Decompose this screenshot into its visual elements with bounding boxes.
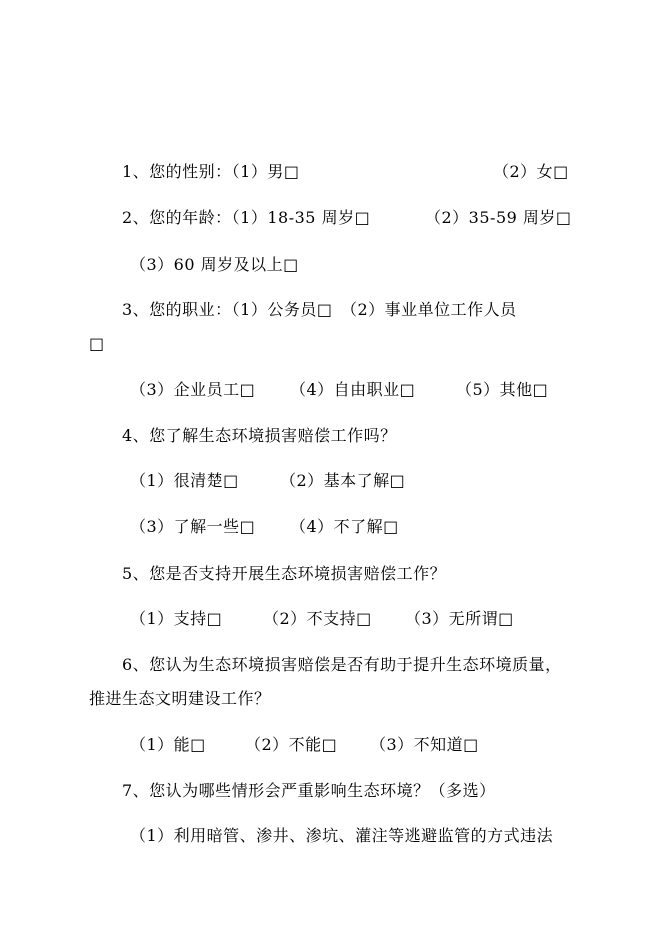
- question-3-option-other: （5）其他□: [456, 380, 549, 399]
- question-3-occupation: 3、您的职业：（1）公务员□ （2）事业单位工作人员: [122, 300, 517, 319]
- question-6-option-no: （2）不能□: [245, 735, 338, 754]
- question-7-situations: 7、您认为哪些情形会严重影响生态环境？（多选）: [122, 781, 496, 800]
- question-3-checkbox-wrap: □: [89, 334, 105, 353]
- question-3-option-enterprise: （3）企业员工□: [130, 380, 256, 399]
- question-4-option-very-clear: （1）很清楚□: [130, 471, 239, 490]
- question-3-option-freelance: （4）自由职业□: [290, 380, 416, 399]
- question-4-option-basic: （2）基本了解□: [280, 471, 406, 490]
- question-4-option-none: （4）不了解□: [290, 517, 399, 536]
- question-2-option-60-plus: （3）60 周岁及以上□: [130, 255, 299, 274]
- question-5-support: 5、您是否支持开展生态环境损害赔偿工作？: [122, 564, 447, 583]
- question-6-helpful: 6、您认为生态环境损害赔偿是否有助于提升生态环境质量，: [122, 655, 562, 674]
- question-1-gender: 1、您的性别：（1）男□: [122, 162, 300, 181]
- question-4-option-some: （3）了解一些□: [130, 517, 256, 536]
- question-1-option-female: （2）女□: [493, 162, 569, 181]
- question-7-option-1: （1）利用暗管、渗井、渗坑、灌注等逃避监管的方式违法: [130, 826, 554, 845]
- question-4-understanding: 4、您了解生态环境损害赔偿工作吗？: [122, 426, 397, 445]
- question-2-age: 2、您的年龄：（1）18-35 周岁□: [122, 208, 371, 227]
- question-6-option-unknown: （3）不知道□: [370, 735, 479, 754]
- question-5-option-not-support: （2）不支持□: [263, 609, 372, 628]
- question-5-option-indifferent: （3）无所谓□: [405, 609, 514, 628]
- question-2-option-35-59: （2）35-59 周岁□: [425, 208, 572, 227]
- question-6-option-yes: （1）能□: [130, 735, 206, 754]
- question-6-helpful-cont: 推进生态文明建设工作？: [89, 689, 271, 708]
- question-5-option-support: （1）支持□: [130, 609, 223, 628]
